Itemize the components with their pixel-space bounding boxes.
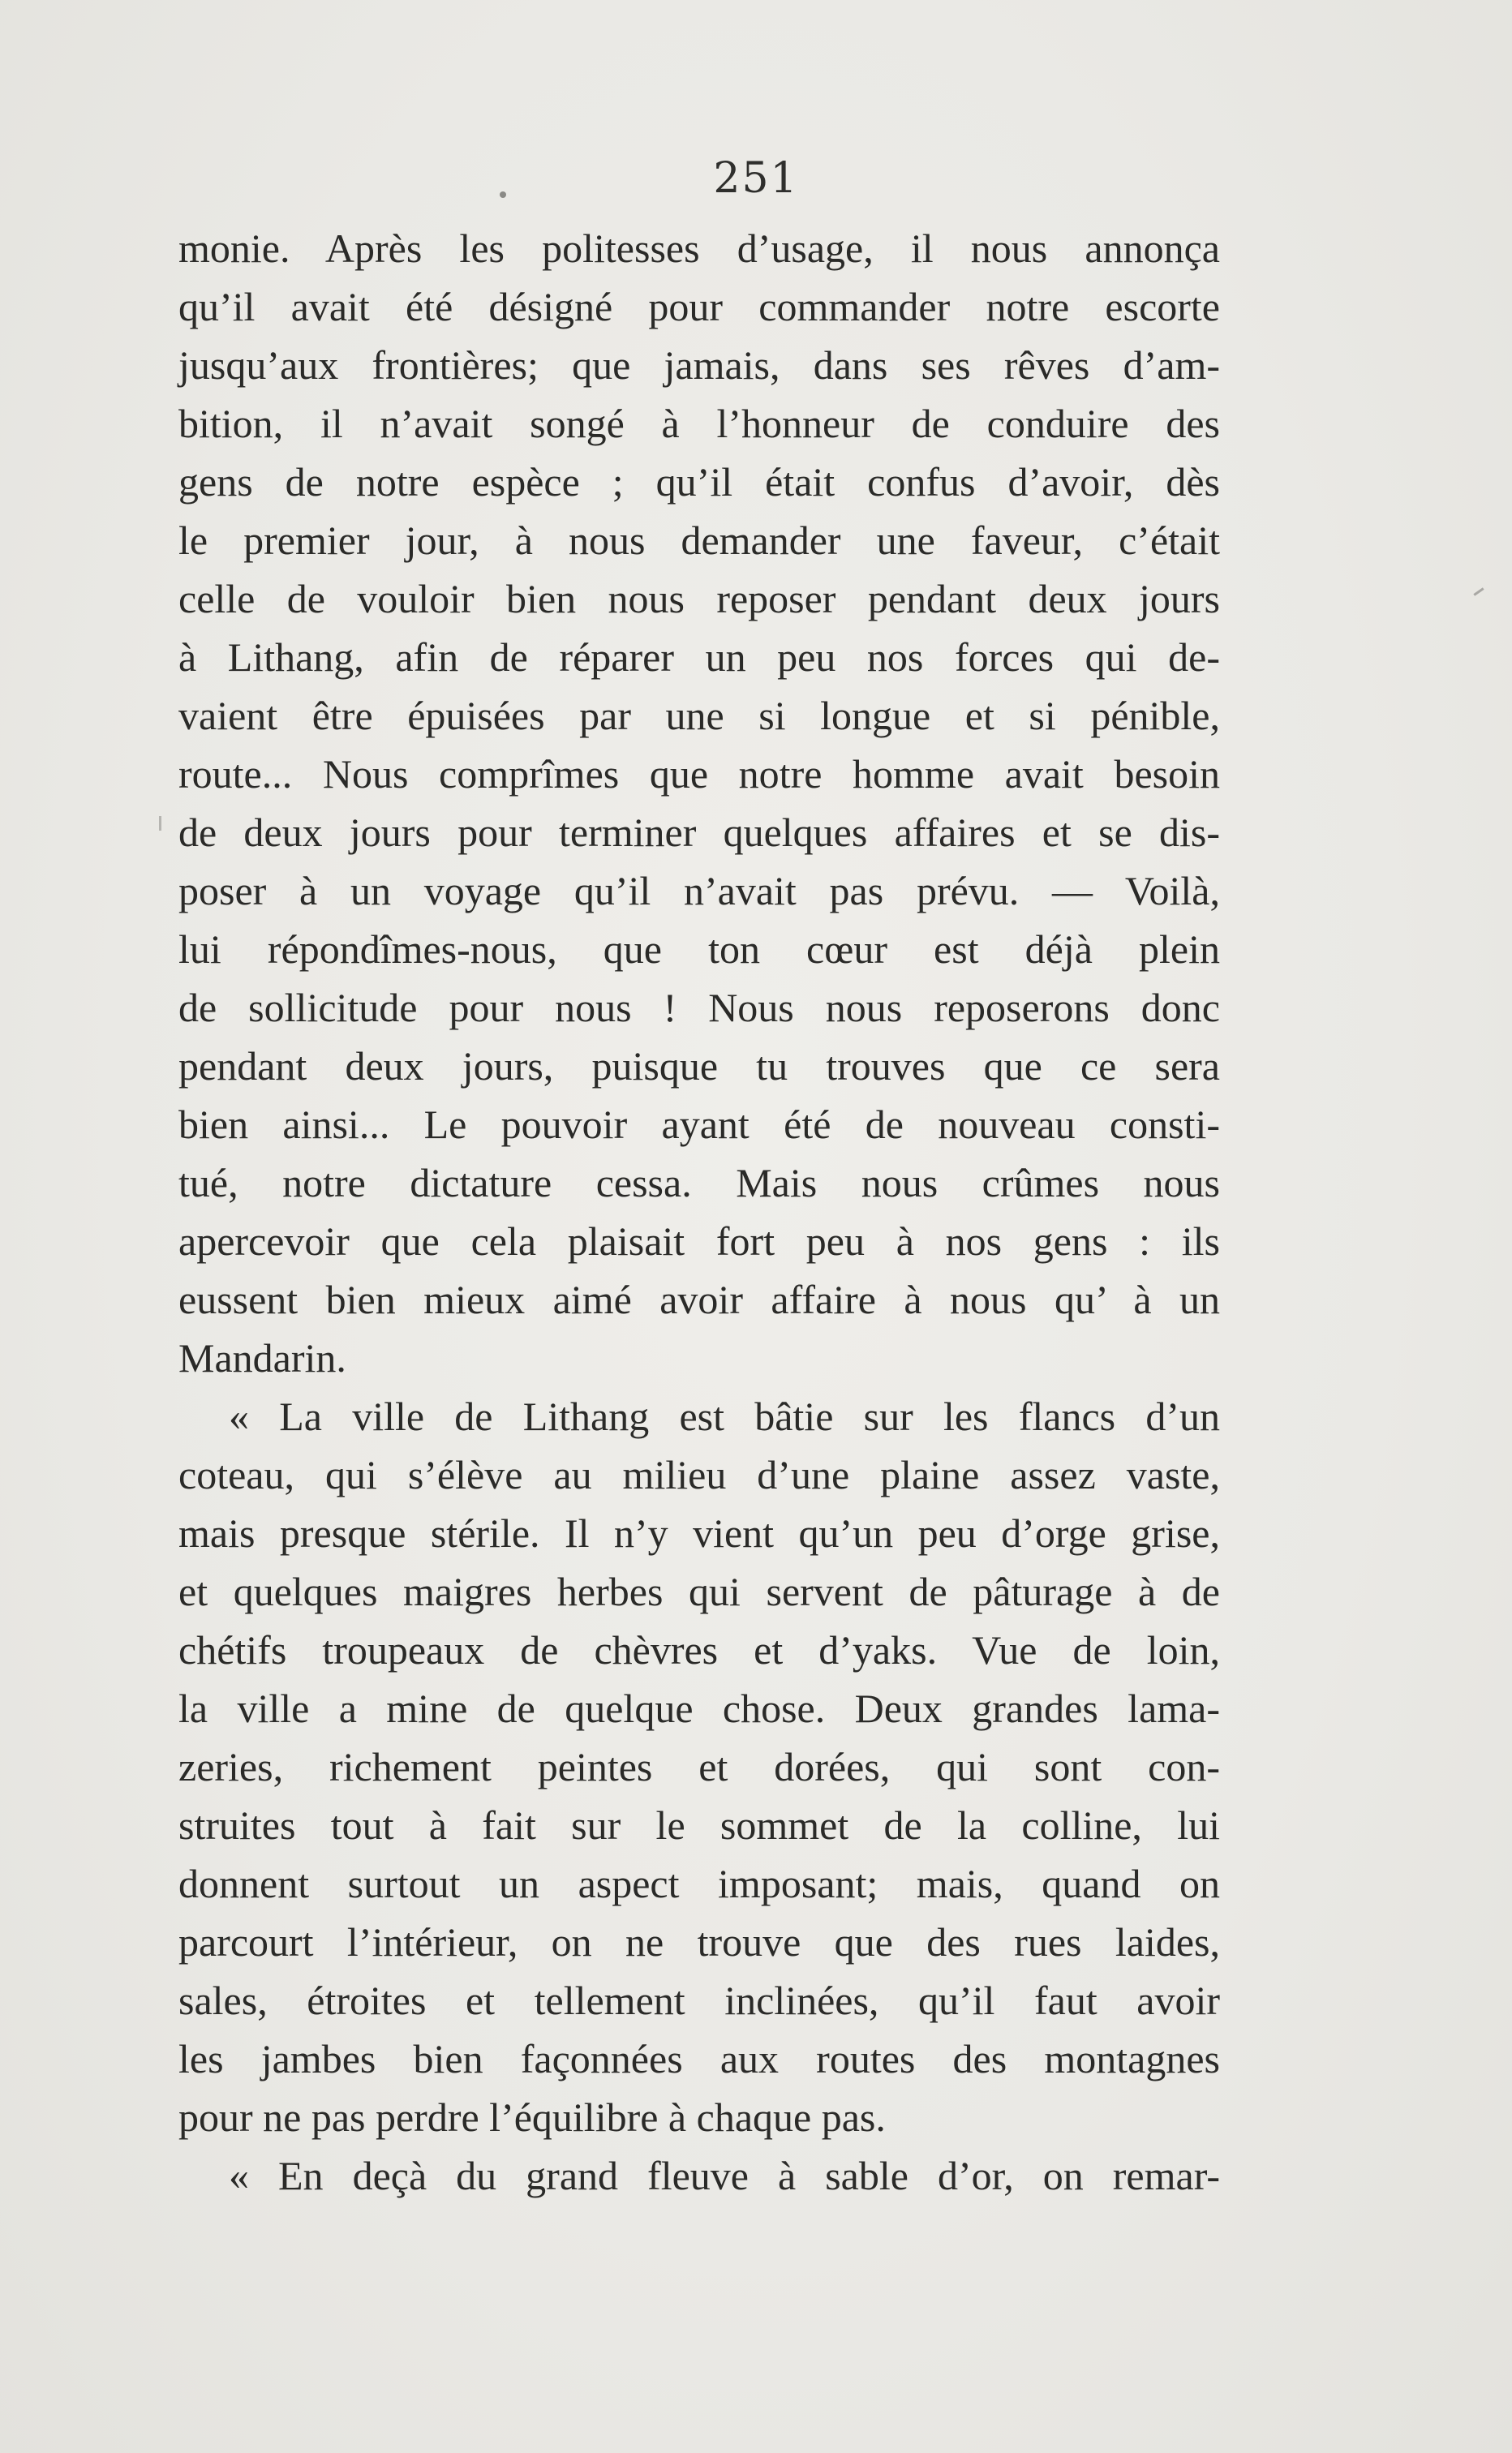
- text-line: zeries, richement peintes et dorées, qui sont con-: [178, 1744, 1220, 1789]
- text-line: lui répondîmes-nous, que ton cœur est déjà plein: [178, 926, 1220, 972]
- text-line: sales, étroites et tellement inclinées, qu’il faut avoir: [178, 1978, 1220, 2023]
- body-text: [178, 219, 1220, 2205]
- text-line: la ville a mine de quelque chose. Deux grandes lama-: [178, 1686, 1220, 1731]
- text-line: tué, notre dictature cessa. Mais nous crûmes nous: [178, 1160, 1220, 1205]
- text-line: bition, il n’avait songé à l’honneur de conduire des: [178, 401, 1220, 446]
- text-line: parcourt l’intérieur, on ne trouve que des rues laides,: [178, 1919, 1220, 1965]
- paper-blemish: [1473, 587, 1484, 595]
- text-line: apercevoir que cela plaisait fort peu à nos gens : ils: [178, 1218, 1220, 1264]
- text-line: donnent surtout un aspect imposant; mais, quand on: [178, 1861, 1220, 1906]
- text-line: « En deçà du grand fleuve à sable d’or, on remar-: [229, 2153, 1220, 2198]
- text-line: mais presque stérile. Il n’y vient qu’un peu d’orge grise,: [178, 1510, 1220, 1556]
- text-line: qu’il avait été désigné pour commander notre escorte: [178, 284, 1220, 329]
- text-line: le premier jour, à nous demander une faveur, c’était: [178, 518, 1220, 563]
- text-line: les jambes bien façonnées aux routes des montagnes: [178, 2036, 1220, 2081]
- text-line: monie. Après les politesses d’usage, il nous annonça: [178, 226, 1220, 271]
- page-number: 251: [713, 154, 799, 203]
- text-line: eussent bien mieux aimé avoir affaire à nous qu’ à un: [178, 1277, 1220, 1322]
- text-line: « La ville de Lithang est bâtie sur les flancs d’un: [229, 1394, 1220, 1439]
- text-line: struites tout à fait sur le sommet de la colline, lui: [178, 1802, 1220, 1848]
- text-line: pour ne pas perdre l’équilibre à chaque pas.: [178, 2094, 886, 2140]
- text-line: de sollicitude pour nous ! Nous nous reposerons donc: [178, 985, 1220, 1030]
- text-line: à Lithang, afin de réparer un peu nos forces qui de-: [178, 634, 1220, 680]
- text-line: de deux jours pour terminer quelques affaires et se dis-: [178, 810, 1220, 855]
- text-line: gens de notre espèce ; qu’il était confus d’avoir, dès: [178, 459, 1220, 505]
- text-line: vaient être épuisées par une si longue et si pénible,: [178, 693, 1220, 738]
- text-line: celle de vouloir bien nous reposer pendant deux jours: [178, 576, 1220, 621]
- text-line: chétifs troupeaux de chèvres et d’yaks. Vue de loin,: [178, 1627, 1220, 1673]
- paper-blemish: [159, 816, 161, 831]
- text-line: jusqu’aux frontières; que jamais, dans ses rêves d’am-: [178, 342, 1220, 388]
- text-line: poser à un voyage qu’il n’avait pas prévu. — Voilà,: [178, 868, 1220, 913]
- text-line: bien ainsi... Le pouvoir ayant été de nouveau consti-: [178, 1102, 1220, 1147]
- text-line: coteau, qui s’élève au milieu d’une plaine assez vaste,: [178, 1452, 1220, 1497]
- text-line: pendant deux jours, puisque tu trouves que ce sera: [178, 1043, 1220, 1089]
- text-line: et quelques maigres herbes qui servent de pâturage à de: [178, 1569, 1220, 1614]
- text-line: route... Nous comprîmes que notre homme avait besoin: [178, 751, 1220, 797]
- text-line: Mandarin.: [178, 1335, 346, 1381]
